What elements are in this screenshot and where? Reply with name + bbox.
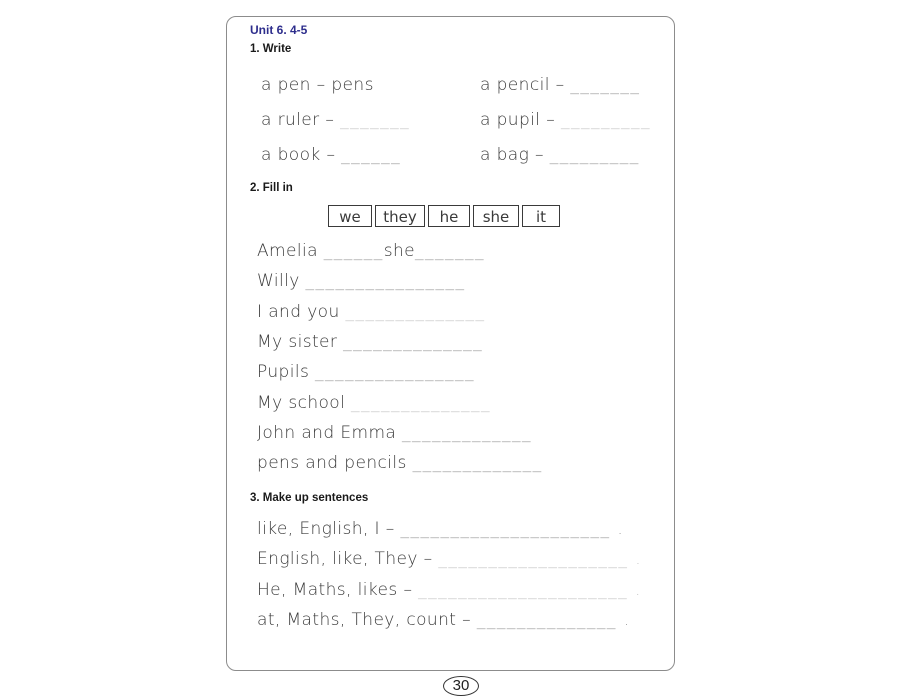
sentence-item-text: He, Maths, likes – <box>257 580 419 600</box>
write-item-text: a pen – pens <box>261 75 374 95</box>
fill-item-blank[interactable]: ________________ <box>315 362 476 382</box>
word-bank-item: it <box>522 205 560 227</box>
write-item-text: a ruler – <box>261 110 341 130</box>
sentence-item-4 <box>257 610 631 630</box>
sentence-item-blank[interactable]: _____________________ . <box>400 519 625 539</box>
sentence-item-blank[interactable]: ______________ . <box>476 610 631 630</box>
fill-item-text: Willy <box>257 271 306 291</box>
fill-item-blank[interactable]: ________________ <box>305 271 466 291</box>
write-item-1 <box>261 75 374 95</box>
fill-item-blank-after[interactable]: _______ <box>415 241 486 261</box>
sentence-item-3 <box>257 580 642 600</box>
fill-item-text: John and Emma <box>257 423 403 443</box>
fill-item-text: I and you <box>257 302 346 322</box>
write-item-blank[interactable]: _________ <box>549 145 640 165</box>
write-item-blank[interactable]: _______ <box>340 110 411 130</box>
word-bank-item: they <box>375 205 425 227</box>
write-item-text: a pupil – <box>480 110 561 130</box>
fill-item-3 <box>257 302 485 322</box>
sentence-item-text: English, like, They – <box>257 549 439 569</box>
fill-item-text: Pupils <box>257 362 316 382</box>
fill-item-8 <box>257 453 543 473</box>
sentence-item-text: at, Maths, They, count – <box>257 610 477 630</box>
section-2-heading: 2. Fill in <box>250 182 293 194</box>
word-bank-item: he <box>428 205 470 227</box>
write-item-text: a pencil – <box>480 75 571 95</box>
fill-item-4 <box>257 332 483 352</box>
write-item-text: a bag – <box>480 145 550 165</box>
word-bank-item: we <box>328 205 372 227</box>
fill-item-text: Amelia <box>257 241 324 261</box>
write-item-blank[interactable]: _________ <box>560 110 651 130</box>
fill-item-2 <box>257 271 465 291</box>
write-item-5 <box>261 145 401 165</box>
write-item-blank[interactable]: ______ <box>341 145 402 165</box>
sentence-item-1 <box>257 519 624 539</box>
sentence-item-2 <box>257 549 642 569</box>
word-bank-item: she <box>473 205 519 227</box>
fill-item-1 <box>257 241 485 261</box>
fill-item-text: My school <box>257 393 352 413</box>
sentence-item-blank[interactable]: _____________________ . <box>418 580 642 600</box>
fill-item-blank-before[interactable]: ______ <box>323 241 384 261</box>
word-bank <box>328 205 560 227</box>
write-item-blank[interactable]: _______ <box>570 75 641 95</box>
sentence-item-text: like, English, I – <box>257 519 401 539</box>
write-item-text: a book – <box>261 145 342 165</box>
page-number: 30 <box>443 676 479 696</box>
write-item-3 <box>261 110 410 130</box>
fill-item-answer: she <box>383 241 416 261</box>
section-1-heading: 1. Write <box>250 43 292 55</box>
fill-item-6 <box>257 393 491 413</box>
fill-item-text: pens and pencils <box>257 453 413 473</box>
fill-item-5 <box>257 362 475 382</box>
fill-item-blank[interactable]: ______________ <box>345 302 486 322</box>
fill-item-blank[interactable]: ______________ <box>343 332 484 352</box>
sentence-item-blank[interactable]: ___________________ . <box>438 549 643 569</box>
write-item-4 <box>480 110 651 130</box>
unit-title: Unit 6. 4-5 <box>250 23 308 37</box>
fill-item-text: My sister <box>257 332 344 352</box>
write-item-2 <box>480 75 640 95</box>
section-3-heading: 3. Make up sentences <box>250 492 369 504</box>
fill-item-blank[interactable]: ______________ <box>351 393 492 413</box>
fill-item-blank[interactable]: _____________ <box>402 423 533 443</box>
fill-item-7 <box>257 423 532 443</box>
write-item-6 <box>480 145 640 165</box>
fill-item-blank[interactable]: _____________ <box>412 453 543 473</box>
